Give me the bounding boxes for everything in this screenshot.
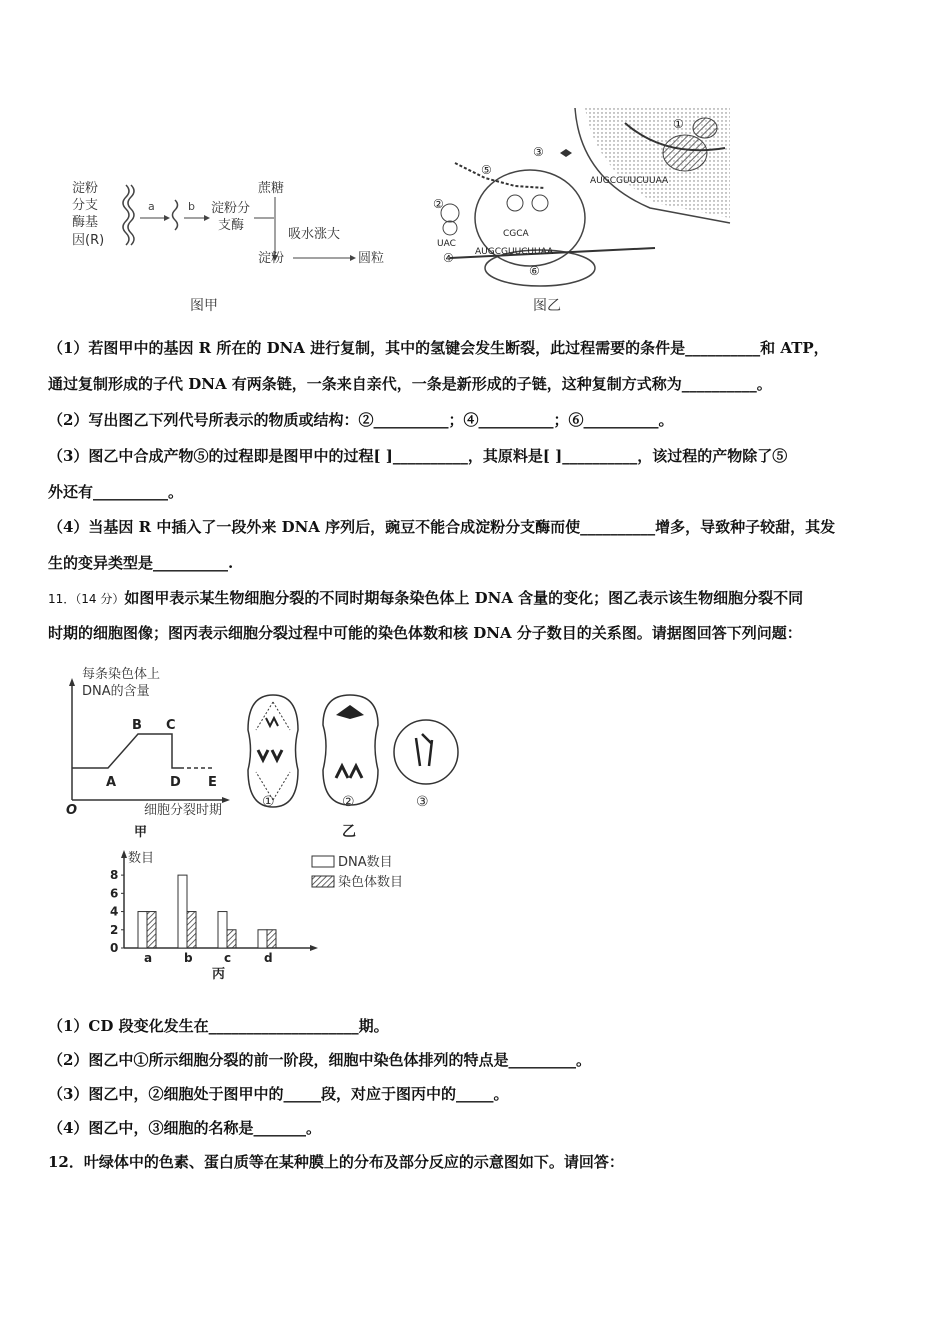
chart-x-arrow (310, 945, 318, 951)
bar-chromosome-b (187, 912, 196, 948)
graph-jia-x-arrow (222, 797, 230, 803)
marker-1: ① (673, 117, 684, 131)
figure-yi (425, 108, 735, 318)
dna-strand-blob-1 (663, 135, 707, 171)
cell-label-1: ① (262, 794, 275, 810)
marker-5: ⑤ (481, 163, 492, 177)
trna-icon-2 (443, 221, 457, 235)
figure-yi-svg (425, 108, 735, 318)
y-tick-label: 6 (110, 886, 119, 901)
cell-label-2: ② (342, 794, 355, 810)
graph-jia-caption: 甲 (134, 825, 148, 840)
codon-label-2: CGCA (503, 229, 529, 239)
marker-2: ② (433, 197, 444, 211)
starch-arrow-head (350, 255, 356, 261)
fig-jia-caption: 图甲 (190, 298, 218, 314)
legend-chromosome-label: 染色体数目 (338, 875, 404, 890)
point-b: B (132, 718, 142, 733)
graph-jia-y-arrow (69, 678, 75, 686)
amino-acid-icon (560, 149, 572, 157)
arrow-b-head (204, 215, 210, 221)
dna-strand-blob-2 (693, 118, 717, 138)
chart-y-arrow (121, 850, 127, 858)
cells-yi-caption: 乙 (342, 824, 356, 840)
graph-jia-curve (72, 734, 180, 768)
bar-chromosome-d (267, 930, 276, 948)
q11-part1: （1）CD 段变化发生在____________________期。 (48, 1017, 389, 1035)
point-e: E (208, 775, 217, 790)
step-a-label: a (148, 200, 155, 213)
arrow-a-head (164, 215, 170, 221)
chart-xlabel: 丙 (212, 967, 226, 982)
point-c: C (166, 718, 176, 733)
q10-part4-line1: （4）当基因 R 中插入了一段外来 DNA 序列后，豌豆不能合成淀粉分支酶而使__________增多，导致种子较甜，其发 (48, 518, 836, 536)
bar-chromosome-c (227, 930, 236, 948)
cell-3 (394, 720, 458, 784)
bar-dna-a (138, 912, 147, 948)
point-d: D (170, 775, 181, 790)
graph-jia (58, 662, 248, 842)
cells-yi (238, 690, 468, 840)
x-tick-label: b (184, 951, 193, 965)
q10-part1-line1: （1）若图甲中的基因 R 所在的 DNA 进行复制，其中的氢键会发生断裂，此过程需要的条件是__________和 ATP， (48, 339, 829, 357)
y-tick-label: 8 (110, 868, 119, 883)
starch-label: 淀粉 (258, 251, 285, 266)
graph-jia-xlabel: 细胞分裂时期 (144, 803, 223, 818)
bar-chromosome-a (147, 912, 156, 948)
figure-jia-svg (68, 150, 398, 320)
legend-chromosome-swatch (312, 876, 334, 887)
q11-number: 11． (48, 592, 76, 606)
sequence-bottom: AUGCGUUCUUAA (475, 247, 554, 257)
fig-yi-caption: 图乙 (533, 298, 561, 314)
gene-label-4: 因(R) (72, 233, 105, 248)
q11-score: （14 分） (75, 592, 125, 606)
graph-jia-ylabel-1: 每条染色体上 (82, 667, 161, 682)
q11-part4: （4）图乙中，③细胞的名称是_______。 (48, 1119, 321, 1137)
cells-yi-svg (238, 690, 468, 840)
q10-part3-line1: （3）图乙中合成产物⑤的过程即是图甲中的过程[ ]__________，其原料是[ ]__________，该过程的产物除了⑤ (48, 447, 788, 465)
x-tick-label: a (144, 951, 153, 965)
bar-dna-d (258, 930, 267, 948)
figure-jia (68, 150, 398, 320)
cell-1 (248, 695, 298, 807)
q10-part4-line2: 生的变异类型是__________. (48, 554, 234, 572)
q10-part1-line2: 通过复制形成的子代 DNA 有两条链，一条来自亲代，一条是新形成的子链，这种复制方式称为__________。 (48, 375, 772, 393)
q12-text: 12．叶绿体中的色素、蛋白质等在某种膜上的分布及部分反应的示意图如下。请回答： (48, 1153, 624, 1171)
q11-intro-line1 (48, 587, 803, 608)
q10-part3-line2: 外还有__________。 (48, 483, 184, 501)
q11-intro-text: 如图甲表示某生物细胞分裂的不同时期每条染色体上 DNA 含量的变化；图乙表示该生物细胞分裂不同 (124, 589, 804, 607)
y-tick-label: 2 (110, 922, 119, 937)
q10-part2: （2）写出图乙下列代号所表示的物质或结构：②__________；④__________；⑥__________。 (48, 411, 674, 429)
q11-part2: （2）图乙中①所示细胞分裂的前一阶段，细胞中染色体排列的特点是_________。 (48, 1051, 591, 1069)
point-a: A (106, 775, 117, 790)
peptide-chain (455, 163, 545, 188)
cell-2 (323, 695, 378, 805)
marker-6: ⑥ (529, 264, 540, 278)
legend-dna-label: DNA数目 (338, 855, 393, 870)
chart-ylabel: 数目 (128, 851, 155, 866)
graph-jia-svg (58, 662, 248, 842)
y-tick-label: 0 (110, 941, 119, 955)
q11-intro-line2: 时期的细胞图像；图丙表示细胞分裂过程中可能的染色体数和核 DNA 分子数目的关系图。请据图回答下列问题： (48, 624, 802, 642)
y-tick-label: 4 (110, 904, 119, 919)
sucrose-label: 蔗糖 (258, 181, 285, 196)
x-tick-label: c (224, 951, 232, 965)
graph-jia-ylabel-2: DNA的含量 (82, 684, 150, 699)
codon-label: UAC (437, 239, 456, 249)
gene-label-2: 分支 (72, 198, 99, 213)
chart-bing (100, 842, 430, 987)
marker-4: ④ (443, 251, 454, 265)
trna-in-ribosome-1 (507, 195, 523, 211)
mrna-icon (173, 200, 178, 230)
enzyme-label-1: 淀粉分 (211, 201, 251, 216)
legend-dna-swatch (312, 856, 334, 867)
absorb-label: 吸水涨大 (288, 227, 341, 242)
marker-3: ③ (533, 145, 544, 159)
round-grain-label: 圆粒 (358, 251, 385, 266)
bar-dna-b (178, 875, 187, 948)
gene-label-1: 淀粉 (72, 181, 99, 196)
cell-label-3: ③ (416, 794, 429, 810)
q11-part3: （3）图乙中，②细胞处于图甲中的_____段，对应于图丙中的_____。 (48, 1085, 509, 1103)
gene-label-3: 酶基 (72, 215, 99, 230)
sequence-top: AUGCGUUCUUAA (590, 176, 669, 186)
dna-helix-icon (123, 185, 129, 245)
trna-in-ribosome-2 (532, 195, 548, 211)
step-b-label: b (188, 200, 195, 213)
graph-jia-origin: O (66, 803, 78, 818)
bar-dna-c (218, 912, 227, 948)
x-tick-label: d (264, 951, 273, 965)
enzyme-label-2: 支酶 (218, 218, 245, 233)
chart-bing-svg (100, 842, 430, 987)
